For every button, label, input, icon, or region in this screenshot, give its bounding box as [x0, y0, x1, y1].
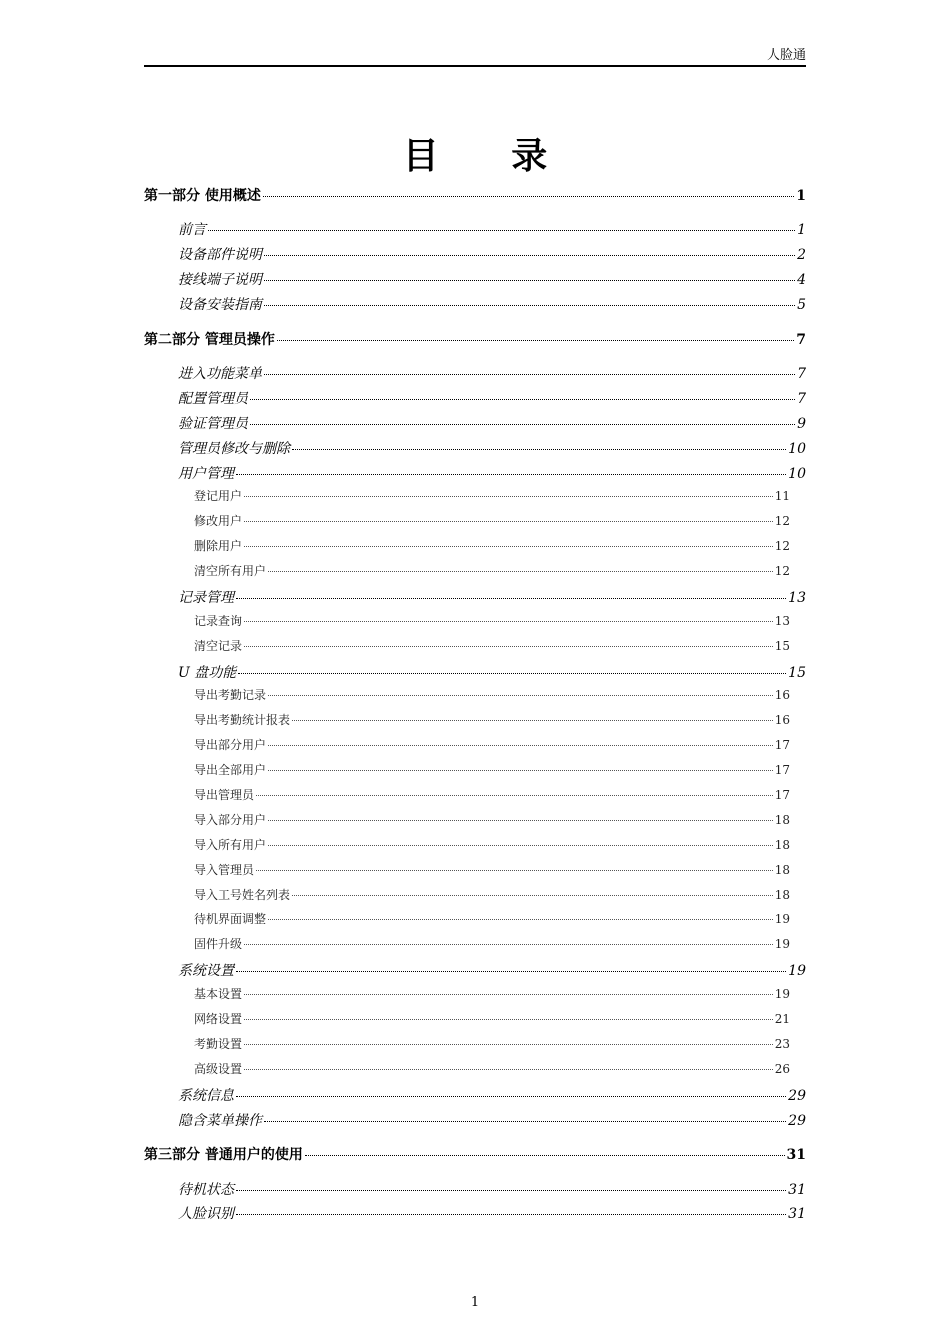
running-header-title: 人脸通 — [766, 48, 806, 63]
toc-entry-label: 系统信息 — [178, 1088, 234, 1104]
toc-entry-label: 隐含菜单操作 — [178, 1113, 262, 1129]
toc-entry-page: 19 — [774, 937, 790, 951]
dot-leader — [268, 745, 773, 746]
toc-entry-label: 导出部分用户 — [194, 738, 267, 752]
toc-entry-page: 4 — [797, 272, 806, 288]
toc-section-entry[interactable] — [178, 388, 806, 408]
toc-entry-label: 导出考勤统计报表 — [194, 713, 291, 727]
toc-section-entry[interactable] — [178, 1085, 806, 1105]
dot-leader — [305, 1155, 785, 1156]
toc-entry-label: 接线端子说明 — [178, 272, 262, 288]
toc-entry-page: 21 — [774, 1012, 790, 1026]
dot-leader — [238, 673, 786, 674]
dot-leader — [268, 770, 773, 771]
toc-subsection-entry[interactable] — [194, 761, 790, 778]
dot-leader — [236, 474, 786, 475]
toc-entry-page: 18 — [774, 888, 790, 902]
toc-subsection-entry[interactable] — [194, 487, 790, 504]
toc-section-entry[interactable] — [178, 294, 806, 314]
dot-leader — [268, 845, 773, 846]
toc-entry-label: 清空所有用户 — [194, 564, 267, 578]
dot-leader — [244, 944, 773, 945]
toc-entry-label: 前言 — [178, 222, 206, 238]
toc-subsection-entry[interactable] — [194, 1010, 790, 1027]
toc-subsection-entry[interactable] — [194, 711, 790, 728]
toc-subsection-entry[interactable] — [194, 985, 790, 1002]
toc-part-entry[interactable] — [144, 329, 806, 349]
dot-leader — [292, 720, 773, 721]
toc-entry-page: 19 — [788, 963, 806, 979]
dot-leader — [277, 340, 794, 341]
toc-entry-page: 17 — [774, 738, 790, 752]
toc-entry-page: 29 — [788, 1113, 806, 1129]
toc-part-entry[interactable] — [144, 1144, 806, 1164]
dot-leader — [250, 399, 795, 400]
toc-subsection-entry[interactable] — [194, 861, 790, 878]
dot-leader — [264, 305, 795, 306]
toc-entry-page: 13 — [774, 614, 790, 628]
dot-leader — [244, 521, 773, 522]
toc-entry-page: 15 — [774, 639, 790, 653]
footer-page-number: 1 — [470, 1295, 480, 1310]
toc-section-entry[interactable] — [178, 1110, 806, 1130]
toc-entry-label: 设备安装指南 — [178, 297, 262, 313]
dot-leader — [250, 424, 795, 425]
toc-subsection-entry[interactable] — [194, 786, 790, 803]
dot-leader — [236, 598, 786, 599]
toc-entry-label: 待机界面调整 — [194, 912, 267, 926]
dot-leader — [268, 571, 773, 572]
toc-entry-page: 15 — [788, 665, 806, 681]
toc-entry-page: 26 — [774, 1062, 790, 1076]
toc-entry-label: 导出全部用户 — [194, 763, 267, 777]
toc-entry-page: 12 — [774, 564, 790, 578]
toc-entry-label: 导入所有用户 — [194, 838, 267, 852]
toc-subsection-entry[interactable] — [194, 1060, 790, 1077]
toc-entry-label: 第二部分 管理员操作 — [144, 332, 275, 348]
toc-entry-label: 记录查询 — [194, 614, 243, 628]
toc-entry-label: 修改用户 — [194, 514, 243, 528]
toc-entry-label: 导出考勤记录 — [194, 688, 267, 702]
toc-entry-label: 导出管理员 — [194, 788, 255, 802]
toc-entry-label: 固件升级 — [194, 937, 243, 951]
dot-leader — [244, 646, 773, 647]
toc-entry-page: 10 — [788, 441, 806, 457]
dot-leader — [264, 255, 795, 256]
toc-section-entry[interactable] — [178, 438, 806, 458]
toc-entry-label: 系统设置 — [178, 963, 234, 979]
toc-entry-page: 19 — [774, 912, 790, 926]
toc-entry-label: 记录管理 — [178, 590, 234, 606]
toc-entry-page: 7 — [797, 366, 806, 382]
toc-entry-page: 11 — [774, 489, 790, 503]
toc-section-entry[interactable] — [178, 363, 806, 383]
toc-entry-page: 7 — [796, 332, 806, 348]
toc-entry-page: 29 — [788, 1088, 806, 1104]
toc-entry-page: 16 — [774, 713, 790, 727]
toc-subsection-entry[interactable] — [194, 637, 790, 654]
toc-entry-page: 18 — [774, 863, 790, 877]
toc-entry-page: 31 — [788, 1206, 806, 1222]
toc-subsection-entry[interactable] — [194, 910, 790, 927]
dot-leader — [244, 994, 773, 995]
toc-section-entry[interactable] — [178, 244, 806, 264]
toc-subsection-entry[interactable] — [194, 537, 790, 554]
toc-entry-label: 人脸识别 — [178, 1206, 234, 1222]
dot-leader — [244, 1069, 773, 1070]
dot-leader — [244, 621, 773, 622]
toc-entry-page: 31 — [788, 1182, 806, 1198]
toc-entry-page: 9 — [797, 416, 806, 432]
toc-subsection-entry[interactable] — [194, 736, 790, 753]
toc-subsection-entry[interactable] — [194, 836, 790, 853]
dot-leader — [264, 374, 795, 375]
toc-entry-page: 1 — [796, 188, 806, 204]
toc-part-entry[interactable] — [144, 185, 806, 205]
toc-entry-label: 考勤设置 — [194, 1037, 243, 1051]
toc-section-entry[interactable] — [178, 662, 806, 682]
toc-subsection-entry[interactable] — [194, 1035, 790, 1052]
dot-leader — [244, 1044, 773, 1045]
toc-entry-label: 清空记录 — [194, 639, 243, 653]
toc-entry-page: 5 — [797, 297, 806, 313]
dot-leader — [236, 1214, 786, 1215]
toc-subsection-entry[interactable] — [194, 512, 790, 529]
dot-leader — [236, 971, 786, 972]
toc-entry-label: 验证管理员 — [178, 416, 248, 432]
toc-entry-page: 31 — [786, 1147, 806, 1163]
toc-section-entry[interactable] — [178, 463, 806, 483]
toc-subsection-entry[interactable] — [194, 886, 790, 903]
dot-leader — [244, 496, 773, 497]
dot-leader — [264, 1121, 786, 1122]
dot-leader — [263, 196, 794, 197]
toc-section-entry[interactable] — [178, 219, 806, 239]
toc-entry-label: 删除用户 — [194, 539, 243, 553]
dot-leader — [268, 820, 773, 821]
dot-leader — [244, 546, 773, 547]
toc-section-entry[interactable] — [178, 1179, 806, 1199]
dot-leader — [244, 1019, 773, 1020]
toc-section-entry[interactable] — [178, 269, 806, 289]
toc-section-entry[interactable] — [178, 587, 806, 607]
toc-entry-page: 2 — [797, 247, 806, 263]
toc-entry-label: U 盘功能 — [178, 665, 237, 681]
toc-entry-page: 1 — [797, 222, 806, 238]
toc-entry-page: 12 — [774, 539, 790, 553]
toc-section-entry[interactable] — [178, 413, 806, 433]
toc-entry-page: 7 — [797, 391, 806, 407]
toc-entry-label: 网络设置 — [194, 1012, 243, 1026]
toc-entry-label: 登记用户 — [194, 489, 243, 503]
header-rule — [144, 65, 806, 67]
toc-entry-label: 配置管理员 — [178, 391, 248, 407]
dot-leader — [292, 895, 773, 896]
toc-entry-label: 管理员修改与删除 — [178, 441, 290, 457]
toc-subsection-entry[interactable] — [194, 686, 790, 703]
toc-entry-page: 12 — [774, 514, 790, 528]
toc-entry-page: 18 — [774, 813, 790, 827]
toc-entry-page: 18 — [774, 838, 790, 852]
toc-entry-page: 19 — [774, 987, 790, 1001]
toc-entry-page: 17 — [774, 788, 790, 802]
dot-leader — [256, 795, 773, 796]
toc-entry-label: 用户管理 — [178, 466, 234, 482]
toc-entry-label: 导入管理员 — [194, 863, 255, 877]
toc-entry-page: 23 — [774, 1037, 790, 1051]
toc-subsection-entry[interactable] — [194, 612, 790, 629]
toc-entry-page: 10 — [788, 466, 806, 482]
toc-section-entry[interactable] — [178, 1203, 806, 1223]
toc-entry-label: 进入功能菜单 — [178, 366, 262, 382]
toc-title: 目 录 — [402, 136, 578, 177]
toc-entry-label: 高级设置 — [194, 1062, 243, 1076]
toc-subsection-entry[interactable] — [194, 935, 790, 952]
toc-entry-page: 16 — [774, 688, 790, 702]
dot-leader — [236, 1190, 786, 1191]
toc-entry-label: 待机状态 — [178, 1182, 234, 1198]
dot-leader — [292, 449, 786, 450]
toc-entry-page: 13 — [788, 590, 806, 606]
toc-section-entry[interactable] — [178, 960, 806, 980]
dot-leader — [264, 280, 795, 281]
dot-leader — [268, 695, 773, 696]
dot-leader — [268, 919, 773, 920]
toc-subsection-entry[interactable] — [194, 562, 790, 579]
toc-entry-page: 17 — [774, 763, 790, 777]
dot-leader — [208, 230, 795, 231]
toc-entry-label: 导入部分用户 — [194, 813, 267, 827]
dot-leader — [236, 1096, 786, 1097]
toc-subsection-entry[interactable] — [194, 811, 790, 828]
toc-entry-label: 第三部分 普通用户的使用 — [144, 1147, 303, 1163]
toc-entry-label: 设备部件说明 — [178, 247, 262, 263]
toc-entry-label: 基本设置 — [194, 987, 243, 1001]
dot-leader — [256, 870, 773, 871]
toc-entry-label: 导入工号姓名列表 — [194, 888, 291, 902]
toc-entry-label: 第一部分 使用概述 — [144, 188, 261, 204]
